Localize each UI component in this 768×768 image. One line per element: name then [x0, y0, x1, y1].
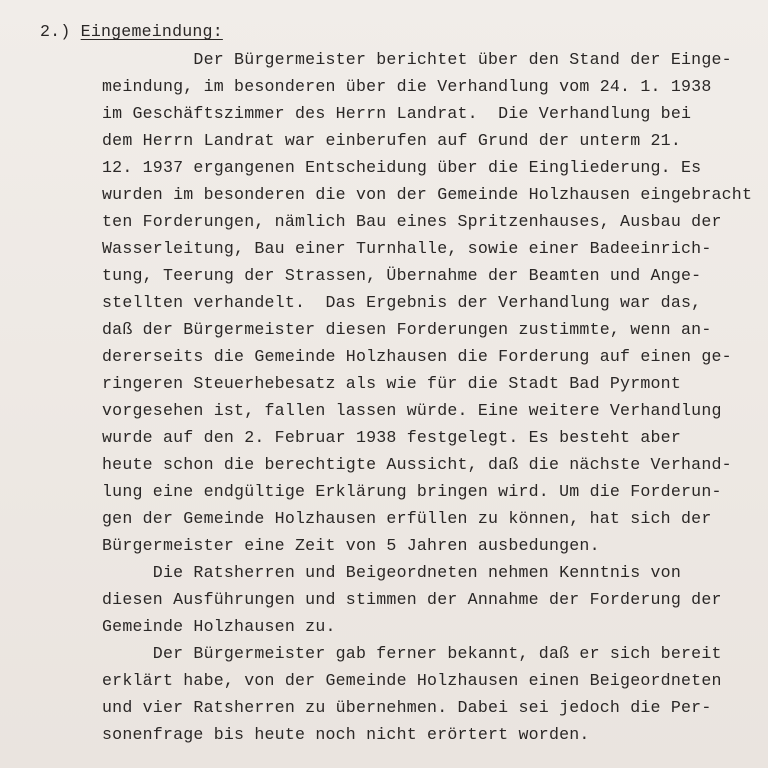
- text-line: Gemeinde Holzhausen zu.: [102, 617, 336, 636]
- section-heading: [40, 24, 223, 41]
- text-line: vorgesehen ist, fallen lassen würde. Eine weitere Verhandlung: [102, 401, 722, 420]
- text-line: tung, Teerung der Strassen, Übernahme der Beamten und Ange-: [102, 266, 702, 285]
- text-line: diesen Ausführungen und stimmen der Annahme der Forderung der: [102, 590, 722, 609]
- section-title: Eingemeindung:: [80, 22, 223, 41]
- text-line: erklärt habe, von der Gemeinde Holzhausen einen Beigeordneten: [102, 671, 722, 690]
- text-line: daß der Bürgermeister diesen Forderungen zustimmte, wenn an-: [102, 320, 712, 339]
- text-line: stellten verhandelt. Das Ergebnis der Verhandlung war das,: [102, 293, 702, 312]
- text-line: Der Bürgermeister gab ferner bekannt, daß er sich bereit: [102, 644, 722, 663]
- text-line: wurde auf den 2. Februar 1938 festgelegt. Es besteht aber: [102, 428, 681, 447]
- text-line: gen der Gemeinde Holzhausen erfüllen zu können, hat sich der: [102, 509, 712, 528]
- text-line: lung eine endgültige Erklärung bringen wird. Um die Forderun-: [102, 482, 722, 501]
- text-line: Der Bürgermeister berichtet über den Stand der Einge-: [102, 50, 732, 69]
- text-line: heute schon die berechtigte Aussicht, daß die nächste Verhand-: [102, 455, 732, 474]
- text-line: 12. 1937 ergangenen Entscheidung über die Eingliederung. Es: [102, 158, 702, 177]
- text-line: dem Herrn Landrat war einberufen auf Grund der unterm 21.: [102, 131, 681, 150]
- text-line: meindung, im besonderen über die Verhandlung vom 24. 1. 1938: [102, 77, 712, 96]
- text-line: sonenfrage bis heute noch nicht erörtert worden.: [102, 725, 590, 744]
- text-line: wurden im besonderen die von der Gemeinde Holzhausen eingebracht: [102, 185, 753, 204]
- text-line: ten Forderungen, nämlich Bau eines Spritzenhauses, Ausbau der: [102, 212, 722, 231]
- text-line: im Geschäftszimmer des Herrn Landrat. Die Verhandlung bei: [102, 104, 692, 123]
- text-line: ringeren Steuerhebesatz als wie für die Stadt Bad Pyrmont: [102, 374, 681, 393]
- text-line: Die Ratsherren und Beigeordneten nehmen Kenntnis von: [102, 563, 681, 582]
- section-number: 2.): [40, 22, 71, 41]
- text-line: und vier Ratsherren zu übernehmen. Dabei sei jedoch die Per-: [102, 698, 712, 717]
- text-line: Bürgermeister eine Zeit von 5 Jahren ausbedungen.: [102, 536, 600, 555]
- text-line: Wasserleitung, Bau einer Turnhalle, sowie einer Badeeinrich-: [102, 239, 712, 258]
- text-line: dererseits die Gemeinde Holzhausen die Forderung auf einen ge-: [102, 347, 732, 366]
